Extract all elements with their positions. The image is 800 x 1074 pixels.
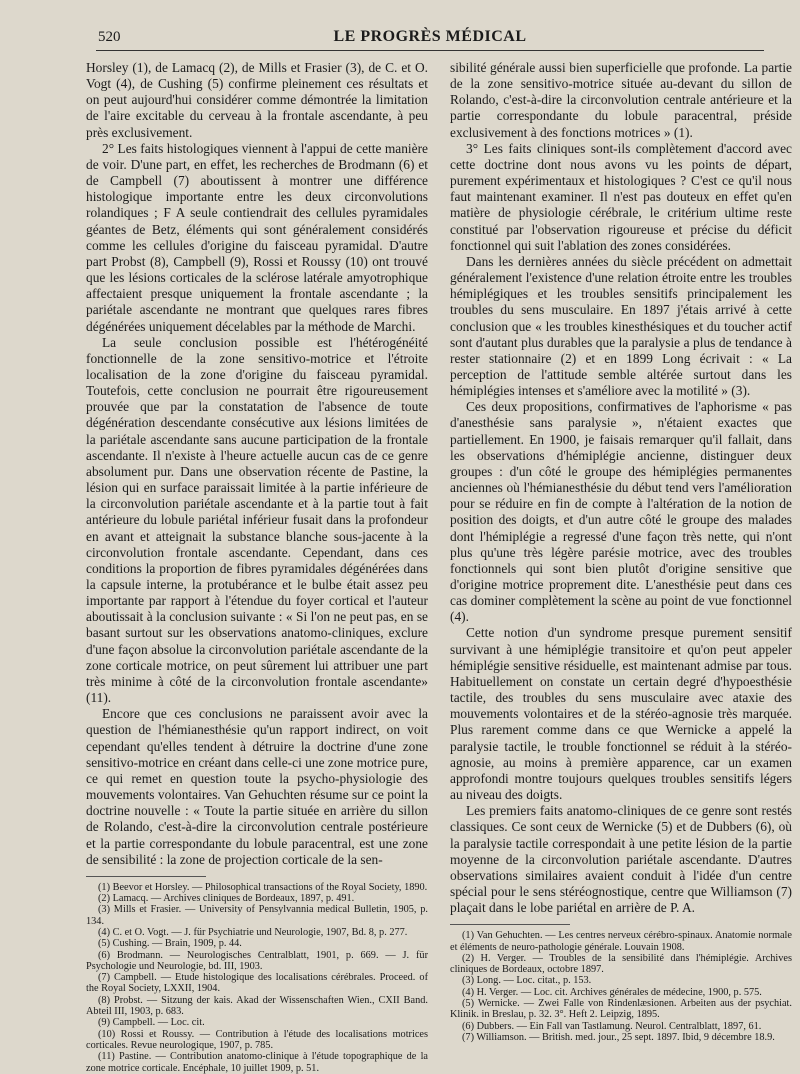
right-body-text [450,60,792,916]
right-footnotes [450,930,792,1043]
footnote: (3) Long. — Loc. citat., p. 153. [462,975,592,987]
paragraph: La seule conclusion possible est l'hétérogénéité fonctionnelle de la zone sensitivo-motrice et l'étroite localisation de la zone d'origine du faisceau pyramidal. Toutefois, cette conclusion ne pourrait être rigoureusement prouvée que par la constatation de l'absence de toute dégénération descendante consécutive aux lésions limitées de la pariétale ascendante sans aucune participation de la frontale ascendante. Il n'existe à l'heure actuelle aucun cas de ce genre absolument pur. Dans une observation récente de Pastine, la lésion qui en surface paraissait limitée à la partie inférieure de la circonvolution pariétale ascendante et à la partie tout à fait antérieure du lobule pariétal inférieur fusait dans la profondeur en avant et atteignait la substance blanche sous-jacente à la circonvolution frontale ascendante. Cependant, dans ces conditions la proportion de fibres pyramidales dégénérées dans la capsule interne, la protubérance et le bulbe était assez peu importante par rapport à l'étendue du foyer cortical et l'auteur aboutissait à la conclusion suivante : « Si l'on ne peut pas, en se basant surtout sur les observations anatomo-cliniques, exclure d'une façon absolue la circonvolution pariétale ascendante de la zone corticale motrice, on peut sûrement lui attribuer une part très minime à côté de la circonvolution frontale ascendante» (11). [86,334,428,706]
footnote: (6) Brodmann. — Neurologisches Centralblatt, 1901, p. 669. — J. für Psychologie und Neurologie, bd. III, 1903. [86,949,428,972]
footnote: (7) Williamson. — British. med. jour., 25 sept. 1897. Ibid, 9 décembre 18.9. [462,1031,775,1043]
footnote: (5) Wernicke. — Zwei Falle von Rindenlæsionen. Arbeiten aus der psychiat. Klinik. in Breslau, p. 32. 3°. Heft 2. Leipzig, 1895. [450,998,792,1021]
paragraph: Cette notion d'un syndrome presque purement sensitif survivant à une hémiplégie transitoire et qu'on peut appeler hémiplégie sensitive résiduelle, est maintenant admise par tous. Habituellement on constate un certain degré d'hypoesthésie tactile, des troubles du sens musculaire avec ataxie des mouvements volontaires et de la stéréo-agnosie très marquée. Plus rarement comme dans ce que Wernicke a appelé la paralysie tactile, le trouble fonctionnel se réduit à la stéréo-agnosie, au moins à première apparence, car un examen approfondi montre toujours quelques troubles sensitifs légers au niveau des doigts. [450,625,792,803]
left-footnotes [86,882,428,1074]
footnote: (4) H. Verger. — Loc. cit. Archives générales de médecine, 1900, p. 575. [462,986,762,998]
page-header [96,26,764,51]
paragraph: Les premiers faits anatomo-cliniques de ce genre sont restés classiques. Ce sont ceux de Wernicke (5) et de Dubbers (6), où la paralysie tactile correspondait à une petite lésion de la partie moyenne de la circonvolution pariétale ascendante. D'autres observations similaires avaient conduit à l'idée d'un centre spécial pour le sens stéréognostique, centre que Williamson (7) plaçait dans le lobe pariétal en arrière de P. A. [450,803,792,916]
footnote: (1) Van Gehuchten. — Les centres nerveux cérébro-spinaux. Anatomie normale et éléments de neuro-pathologie générale. Louvain 1908. [450,930,792,953]
paragraph: 3° Les faits cliniques sont-ils complètement d'accord avec cette doctrine dont nous avons vu les points de départ, purement expérimentaux et histologiques ? C'est ce qu'il nous faut maintenant examiner. Il n'est pas douteux en effet qu'en matière de physiologie cérébrale, le critérium ultime reste constitué par l'observation rigoureuse et précise du déficit fonctionnel qui suit l'ablation des zones considérées. [450,140,792,253]
footnote: (6) Dubbers. — Ein Fall van Tastlamung. Neurol. Centralblatt, 1897, 61. [462,1020,762,1032]
paragraph: Dans les dernières années du siècle précédent on admettait généralement l'existence d'une relation étroite entre les troubles hémiplégiques et les troubles sensitifs principalement les troubles du sens musculaire. En 1897 j'étais arrivé à cette conclusion que « les troubles kinesthésiques et du toucher actif sont d'autant plus durables que la paralysie a plus de tendance à rester stationnaire (2) et en 1899 Long écrivait : « La perception de l'attitude semble altérée surtout dans les hémiplégies intenses et s'améliore avec la motilité » (3). [450,253,792,399]
footnote: (1) Beevor et Horsley. — Philosophical transactions of the Royal Society, 1890. [98,881,428,893]
footnote: (8) Probst. — Sitzung der kais. Akad der Wissenschaften Wien., CXII Band. Abteil III, 1903, p. 683. [86,994,428,1018]
footnote-divider [86,876,206,877]
footnote-divider [450,924,570,925]
running-title: LE PROGRÈS MÉDICAL [333,28,527,45]
footnote: (5) Cushing. — Brain, 1909, p. 44. [98,938,242,950]
footnote: (7) Campbell. — Etude histologique des localisations cérébrales. Proceed. of the Royal Society, LXXII, 1904. [86,972,428,995]
right-column [450,60,792,1043]
page-number: 520 [98,29,121,45]
paragraph: Ces deux propositions, confirmatives de l'aphorisme « pas d'anesthésie sans paralysie », n'étaient exactes que partiellement. En 1900, je faisais remarquer qu'il fallait, dans les observations d'hémiplégie ancienne, distinguer deux groupes : d'un côté le groupe des hémiplégies permanentes anciennes où l'hémianesthésie du début tend vers l'amélioration pour se réduire en fin de compte à l'altération de la notion de position des doigts, et d'un autre côté le groupe des malades dont l'hémiplégie a regressé d'une façon très nette, qui n'ont plus qu'une très légère parésie motrice, avec des troubles fonctionnels qui sont bien plutôt d'origine sensitive que d'origine motrice proprement dite. L'anesthésie peut dans ces cas dominer complètement la scène au point de vue fonctionnel (4). [450,399,792,625]
left-body-text [86,60,428,868]
paragraph: Horsley (1), de Lamacq (2), de Mills et Frasier (3), de C. et O. Vogt (4), de Cushing (5) confirme pleinement ces résultats et on peut aujourd'hui considérer comme démontrée la limitation de l'aire excitable du cerveau à la frontale ascendante, à peu près exclusivement. [86,60,428,140]
footnote: (9) Campbell. — Loc. cit. [98,1017,205,1029]
footnote: (11) Pastine. — Contribution anatomo-clinique à l'étude topographique de la zone motrice corticale. Encéphale, 10 juillet 1909, p. 51. [86,1051,428,1074]
footnote: (10) Rossi et Roussy. — Contribution à l'étude des localisations motrices corticales. Revue neurologique, 1907, p. 785. [86,1028,428,1051]
paragraph: Encore que ces conclusions ne paraissent avoir avec la question de l'hémianesthésie qu'un rapport indirect, on voit cependant qu'elles tendent à détruire la doctrine d'une zone sensitivo-motrice en créant dans celle-ci une zone motrice pure, ce qui remet en question toute la psycho-physiologie des mouvements volontaires. Van Gehuchten résume sur ce point la doctrine nouvelle : « Toute la partie située en arrière du sillon de Rolando, c'est-à-dire la circonvolution centrale postérieure et la partie correspondante du lobule paracentral, est une zone de sensibilité : la zone de projection corticale de la sen- [86,706,428,867]
left-column [86,60,428,1074]
footnote: (4) C. et O. Vogt. — J. für Psychiatrie und Neurologie, 1907, Bd. 8, p. 277. [98,927,408,938]
paragraph: sibilité générale aussi bien superficielle que profonde. La partie de la zone sensitivo-motrice située au-devant du sillon de Rolando, c'est-à-dire la circonvolution centrale antérieure et la partie correspondante du lobule paracentral, préside exclusivement à des fonctions motrices » (1). [450,60,792,140]
footnote: (2) H. Verger. — Troubles de la sensibilité dans l'hémiplégie. Archives cliniques de Bordeaux, octobre 1897. [450,952,792,976]
footnote: (2) Lamacq. — Archives cliniques de Bordeaux, 1897, p. 491. [98,893,355,905]
paragraph: 2° Les faits histologiques viennent à l'appui de cette manière de voir. D'une part, en effet, les recherches de Brodmann (6) et de Campbell (7) aboutissent à montrer une différence histologique importante entre les deux circonvolutions rolandiques ; F A seule contiendrait des cellules pyramidales géantes de Betz, éléments qui sont généralement considérés comme les cellules d'origine du faisceau pyramidal. D'autre part Probst (8), Campbell (9), Rossi et Roussy (10) ont trouvé que les lésions corticales de la sclérose latérale amyotrophique affectaient presque uniquement la frontale ascendante ; la pariétale ascendante ne montrant que quelques rares fibres dégénérées uniquement décelables par la méthode de Marchi. [86,140,428,334]
footnote: (3) Mills et Frasier. — University of Pensylvannia medical Bulletin, 1905, p. 134. [86,904,428,927]
